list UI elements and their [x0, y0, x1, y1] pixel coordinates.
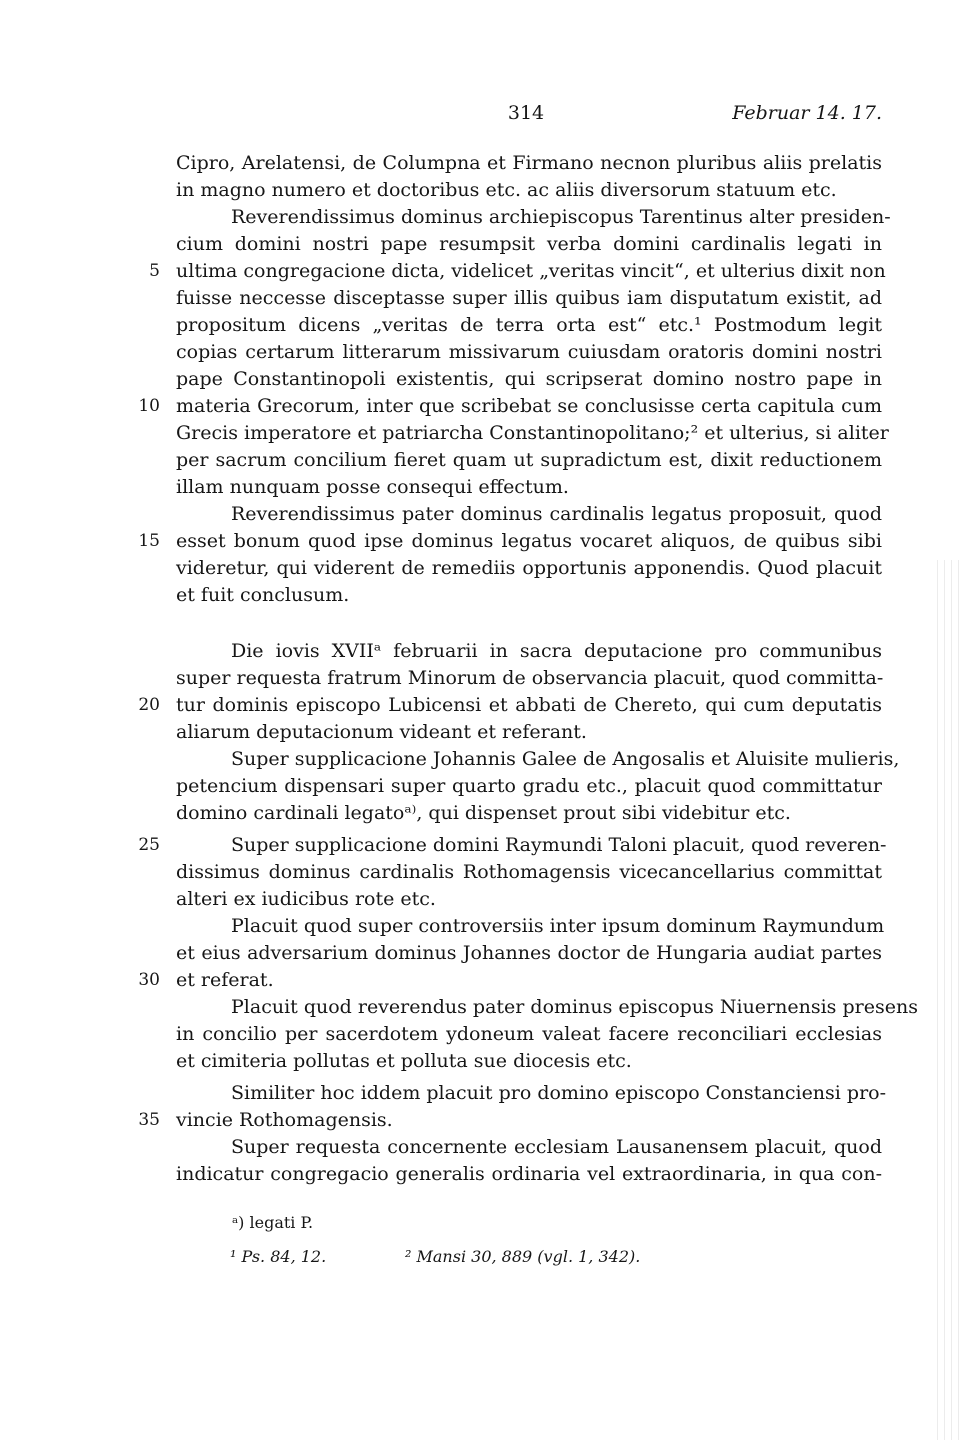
text-line: materia Grecorum, inter que scribebat se conclusisse certa capitula cum: [176, 395, 882, 417]
text-line: Super supplicacione Johannis Galee de Angosalis et Aluisite mulieris,: [231, 748, 900, 770]
text-line: Super requesta concernente ecclesiam Lausanensem placuit, quod: [231, 1136, 882, 1158]
line-number: 30: [138, 970, 160, 990]
line-number: 5: [149, 261, 160, 281]
text-line: Reverendissimus dominus archiepiscopus Tarentinus alter presiden-: [231, 206, 891, 228]
source-footnote-1: ¹ Ps. 84, 12.: [230, 1247, 327, 1266]
line-number: 25: [138, 835, 160, 855]
text-line: et fuit conclusum.: [176, 584, 350, 606]
text-line: petencium dispensari super quarto gradu etc., placuit quod committatur: [176, 775, 882, 797]
line-number: 10: [138, 396, 160, 416]
text-line: pape Constantinopoli existentis, qui scripserat domino nostro pape in: [176, 368, 882, 390]
text-line: fuisse neccesse disceptasse super illis quibus iam disputatum existit, ad: [176, 287, 882, 309]
text-line: et referat.: [176, 969, 274, 991]
critical-footnote: ᵃ) legati P.: [232, 1213, 314, 1232]
text-line: dissimus dominus cardinalis Rothomagensis vicecancellarius committat: [176, 861, 882, 883]
text-line: per sacrum concilium fieret quam ut supradictum est, dixit reductionem: [176, 449, 882, 471]
line-number: 15: [138, 531, 160, 551]
text-line: Grecis imperatore et patriarcha Constantinopolitano;² et ulterius, si aliter: [176, 422, 889, 444]
text-line: et cimiteria pollutas et polluta sue diocesis etc.: [176, 1050, 632, 1072]
line-number: 35: [138, 1110, 160, 1130]
page-header: [170, 102, 882, 130]
text-line: Super supplicacione domini Raymundi Taloni placuit, quod reveren-: [231, 834, 887, 856]
text-line: indicatur congregacio generalis ordinaria vel extraordinaria, in qua con-: [176, 1163, 882, 1185]
text-line: copias certarum litterarum missivarum cuiusdam oratoris domini nostri: [176, 341, 882, 363]
text-line: super requesta fratrum Minorum de observancia placuit, quod committa-: [176, 667, 884, 689]
text-line: Similiter hoc iddem placuit pro domino episcopo Constanciensi pro-: [231, 1082, 887, 1104]
text-line: domino cardinali legatoᵃ⁾, qui dispenset prout sibi videbitur etc.: [176, 802, 791, 824]
text-line: Reverendissimus pater dominus cardinalis legatus proposuit, quod: [231, 503, 882, 525]
text-line: Die iovis XVIIᵃ februarii in sacra deputacione pro communibus: [231, 640, 882, 662]
text-line: Placuit quod super controversiis inter ipsum dominum Raymundum: [231, 915, 885, 937]
text-line: videretur, qui viderent de remediis opportunis apponendis. Quod placuit: [176, 557, 882, 579]
text-line: in magno numero et doctoribus etc. ac aliis diversorum statuum etc.: [176, 179, 837, 201]
text-line: et eius adversarium dominus Johannes doctor de Hungaria audiat partes: [176, 942, 882, 964]
text-line: vincie Rothomagensis.: [176, 1109, 393, 1131]
text-line: esset bonum quod ipse dominus legatus vocaret aliquos, de quibus sibi: [176, 530, 882, 552]
line-number: 20: [138, 695, 160, 715]
text-line: Placuit quod reverendus pater dominus episcopus Niuernensis presens: [231, 996, 918, 1018]
text-line: cium domini nostri pape resumpsit verba domini cardinalis legati in: [176, 233, 882, 255]
text-line: propositum dicens „veritas de terra orta est“ etc.¹ Postmodum legit: [176, 314, 882, 336]
text-line: aliarum deputacionum videant et referant.: [176, 721, 587, 743]
text-line: tur dominis episcopo Lubicensi et abbati de Chereto, qui cum deputatis: [176, 694, 882, 716]
page-edge-shadow: [934, 560, 960, 1440]
running-head: Februar 14. 17.: [732, 102, 882, 124]
text-line: in concilio per sacerdotem ydoneum valeat facere reconciliari ecclesias: [176, 1023, 882, 1045]
text-line: illam nunquam posse consequi effectum.: [176, 476, 569, 498]
source-footnote-2: ² Mansi 30, 889 (vgl. 1, 342).: [405, 1247, 641, 1266]
text-line: Cipro, Arelatensi, de Columpna et Firmano necnon pluribus aliis prelatis: [176, 152, 882, 174]
page-number: 314: [507, 102, 545, 124]
text-line: ultima congregacione dicta, videlicet „veritas vincit“, et ulterius dixit non: [176, 260, 886, 282]
text-line: alteri ex iudicibus rote etc.: [176, 888, 436, 910]
